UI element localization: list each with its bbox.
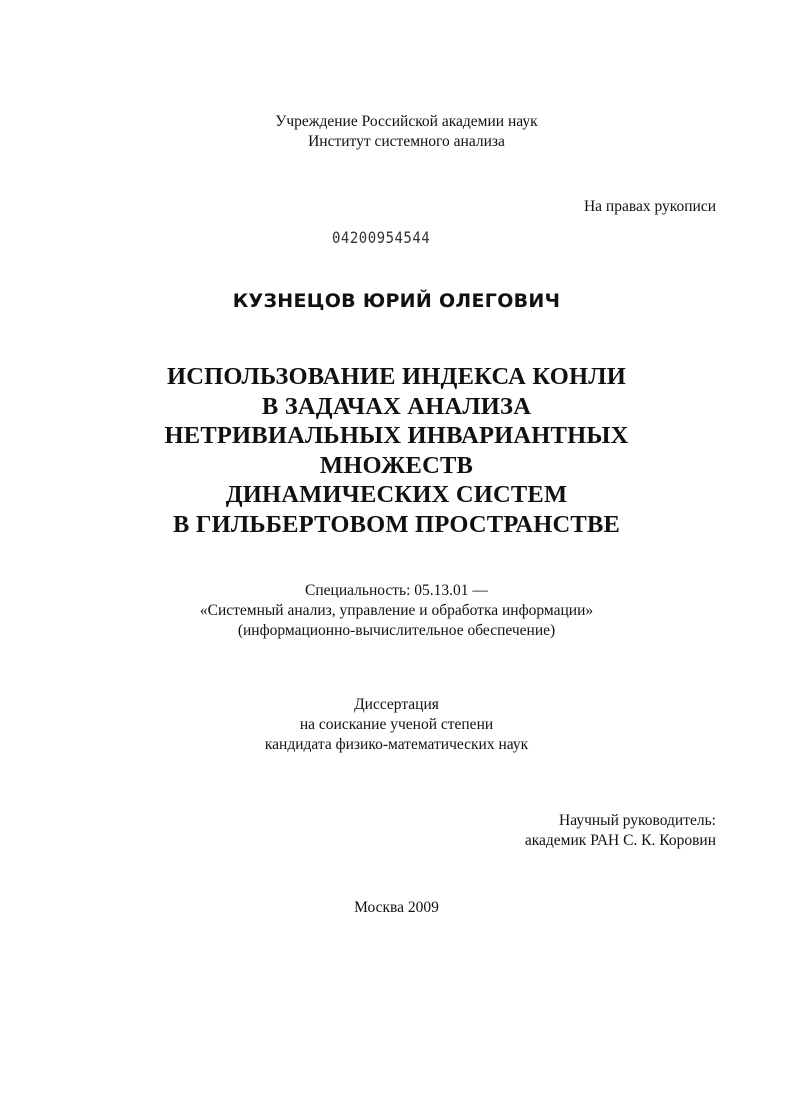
degree-name: кандидата физико-математических наук xyxy=(264,736,529,753)
registration-stamp-number: 04200954544 xyxy=(332,229,431,248)
degree-purpose: на соискание ученой степени xyxy=(299,716,494,733)
specialty-subfield: (информационно-вычислительное обеспечение) xyxy=(237,622,556,639)
rights-note xyxy=(584,197,716,217)
institute-name: Институт системного анализа xyxy=(308,133,505,150)
title-line: ДИНАМИЧЕСКИХ СИСТЕМ xyxy=(225,481,568,508)
title-line: МНОЖЕСТВ xyxy=(319,451,474,479)
specialty-block xyxy=(0,581,793,641)
title-line: В ЗАДАЧАХ АНАЛИЗА xyxy=(261,392,532,420)
institution-header xyxy=(0,112,793,152)
dissertation-label: Диссертация xyxy=(354,696,439,713)
specialty-code: Специальность: 05.13.01 — xyxy=(305,582,488,599)
author-name-text: КУЗНЕЦОВ ЮРИЙ ОЛЕГОВИЧ xyxy=(232,290,561,312)
city-year-text: Москва 2009 xyxy=(354,899,439,916)
supervisor-name: академик РАН С. К. Коровин xyxy=(524,832,716,849)
city-year xyxy=(0,898,793,918)
author-name xyxy=(0,288,793,314)
specialty-name: «Системный анализ, управление и обработка информации» xyxy=(199,602,594,619)
institution-name: Учреждение Российской академии наук xyxy=(275,113,538,130)
rights-note-text: На правах рукописи xyxy=(583,198,716,215)
title-line: В ГИЛЬБЕРТОВОМ ПРОСТРАНСТВЕ xyxy=(172,510,621,538)
supervisor-block xyxy=(525,811,716,851)
dissertation-block xyxy=(0,695,793,755)
title-line: ИСПОЛЬЗОВАНИЕ ИНДЕКСА КОНЛИ xyxy=(167,363,626,390)
supervisor-label: Научный руководитель: xyxy=(559,812,716,829)
dissertation-title xyxy=(0,362,793,539)
title-line: НЕТРИВИАЛЬНЫХ ИНВАРИАНТНЫХ xyxy=(164,422,629,449)
